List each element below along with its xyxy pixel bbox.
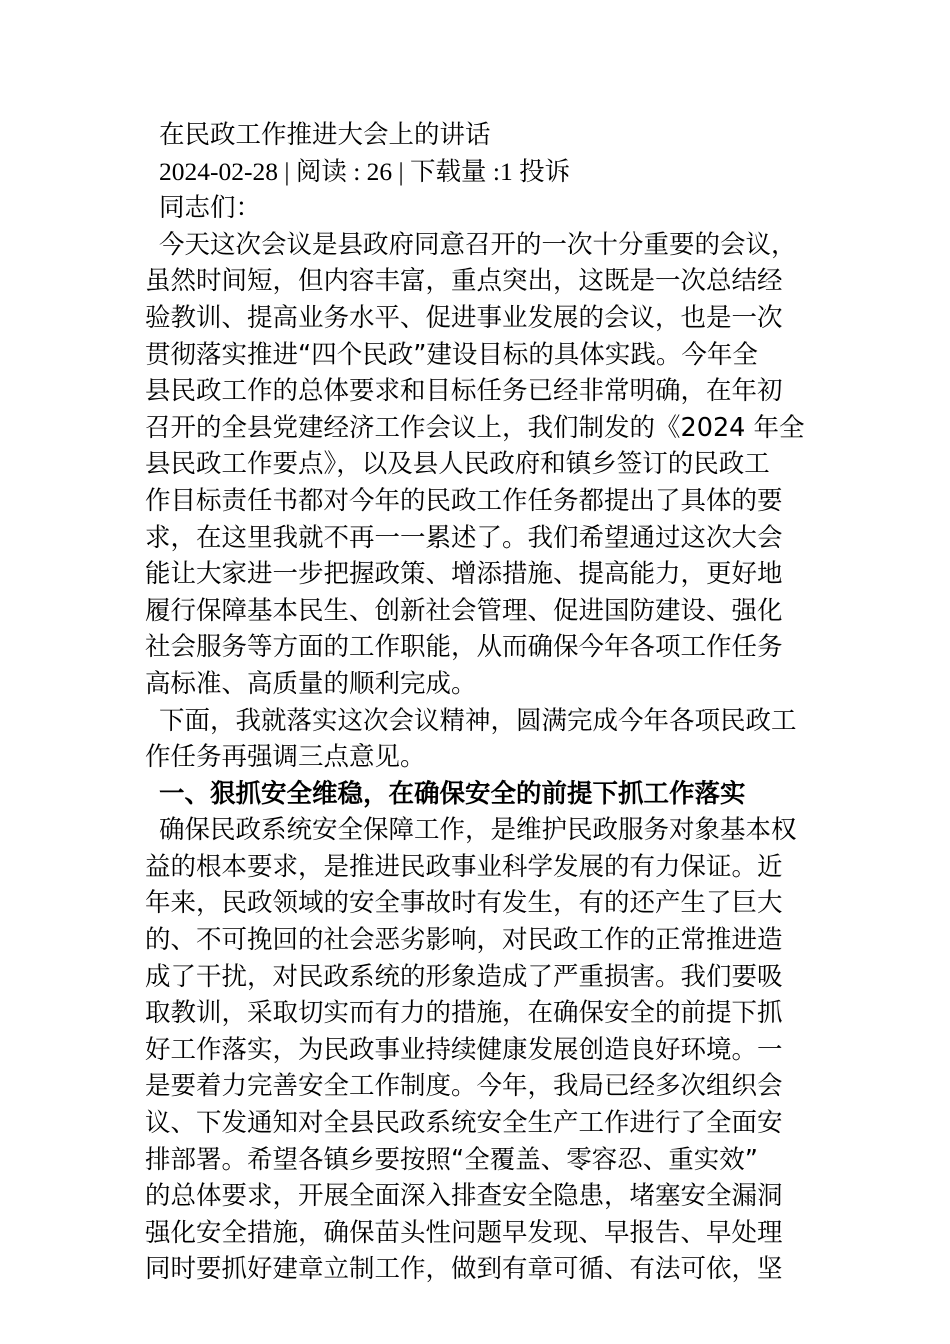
paragraph-line: 今天这次会议是县政府同意召开的一次十分重要的会议， (159, 229, 797, 260)
paragraph-line: 验教训、提高业务水平、促进事业发展的会议，也是一次 (145, 302, 783, 333)
paragraph-line: 同时要抓好建章立制工作，做到有章可循、有法可依，坚 (145, 1254, 783, 1285)
paragraph-line: 下面，我就落实这次会议精神，圆满完成今年各项民政工 (159, 705, 797, 736)
paragraph-line: 社会服务等方面的工作职能，从而确保今年各项工作任务 (145, 632, 783, 663)
paragraph-line: 的、不可挽回的社会恶劣影响，对民政工作的正常推进造 (145, 925, 783, 956)
paragraph-line: 好工作落实，为民政事业持续健康发展创造良好环境。一 (145, 1034, 783, 1065)
document-meta: 2024-02-28 | 阅读 : 26 | 下载量 :1 投诉 (159, 156, 571, 186)
paragraph-line: 排部署。希望各镇乡要按照“全覆盖、零容忍、重实效” (145, 1144, 758, 1175)
paragraph-line: 履行保障基本民生、创新社会管理、促进国防建设、强化 (145, 595, 783, 626)
paragraph-line: 县民政工作要点》，以及县人民政府和镇乡签订的民政工 (145, 449, 770, 480)
paragraph-line: 是要着力完善安全工作制度。今年，我局已经多次组织会 (145, 1071, 783, 1102)
greeting: 同志们： (159, 193, 262, 224)
document-body (145, 117, 813, 1288)
paragraph-line: 作任务再强调三点意见。 (145, 742, 426, 773)
paragraph-line: 虽然时间短，但内容丰富，重点突出，这既是一次总结经 (145, 266, 783, 297)
paragraph-line: 年来，民政领域的安全事故时有发生，有的还产生了巨大 (145, 888, 783, 919)
section-heading-1: 一、狠抓安全维稳，在确保安全的前提下抓工作落实 (159, 778, 746, 809)
paragraph-transition (145, 703, 813, 776)
paragraph-line: 求，在这里我就不再一一累述了。我们希望通过这次大会 (145, 522, 783, 553)
document-title: 在民政工作推进大会上的讲话 (159, 120, 491, 150)
paragraph-line: 召开的全县党建经济工作会议上，我们制发的《2024 年全 (145, 412, 805, 443)
paragraph-line: 县民政工作的总体要求和目标任务已经非常明确，在年初 (145, 376, 783, 407)
paragraph-safety (145, 812, 813, 1288)
paragraph-line: 确保民政系统安全保障工作，是维护民政服务对象基本权 (159, 815, 797, 846)
paragraph-line: 成了干扰，对民政系统的形象造成了严重损害。我们要吸 (145, 961, 783, 992)
paragraph-line: 能让大家进一步把握政策、增添措施、提高能力，更好地 (145, 559, 783, 590)
paragraph-line: 取教训，采取切实而有力的措施，在确保安全的前提下抓 (145, 998, 783, 1029)
paragraph-line: 强化安全措施，确保苗头性问题早发现、早报告、早处理 (145, 1217, 783, 1248)
paragraph-line: 的总体要求，开展全面深入排查安全隐患，堵塞安全漏洞 (145, 1181, 783, 1212)
paragraph-line: 贯彻落实推进“四个民政”建设目标的具体实践。今年全 (145, 339, 758, 370)
paragraph-line: 高标准、高质量的顺利完成。 (145, 668, 477, 699)
paragraph-intro (145, 227, 813, 703)
paragraph-line: 益的根本要求，是推进民政事业科学发展的有力保证。近 (145, 851, 783, 882)
paragraph-line: 作目标责任书都对今年的民政工作任务都提出了具体的要 (145, 485, 783, 516)
paragraph-line: 议、下发通知对全县民政系统安全生产工作进行了全面安 (145, 1108, 783, 1139)
